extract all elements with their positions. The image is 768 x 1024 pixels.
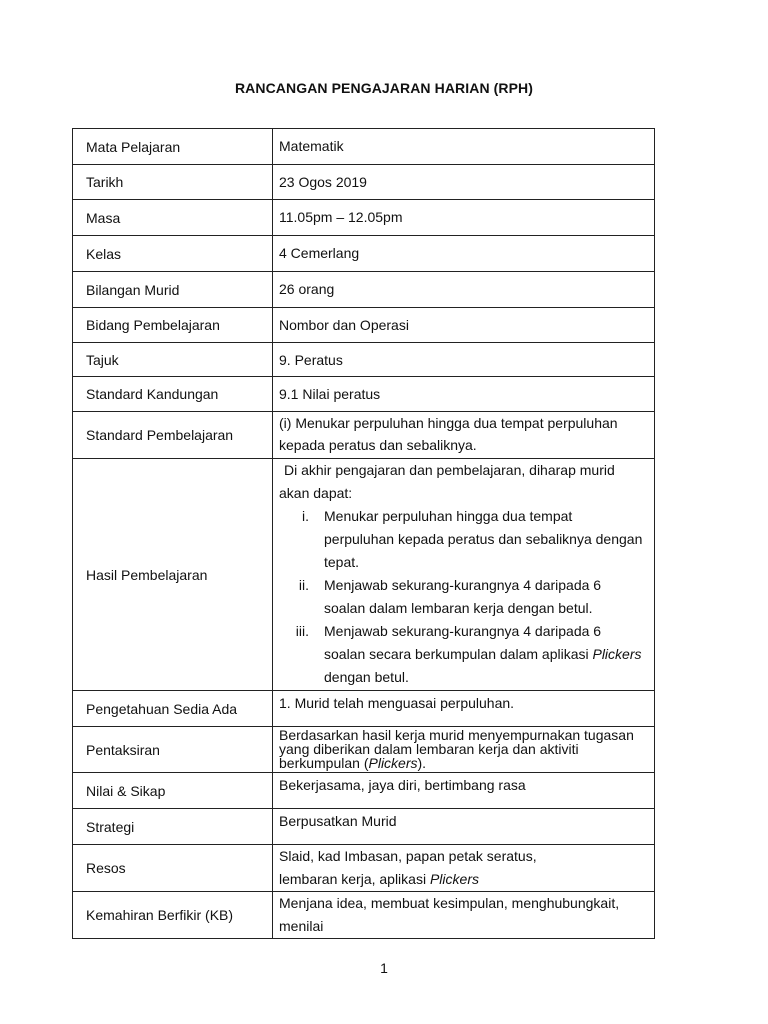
objectives-list — [279, 505, 654, 689]
row-label: Pengetahuan Sedia Ada — [73, 691, 273, 727]
value-line: (i) Menukar perpuluhan hingga dua tempat perpuluhan — [279, 415, 618, 431]
value-line: Slaid, kad Imbasan, papan petak seratus, — [279, 848, 537, 864]
item-line: Menjawab sekurang-kurangnya 4 daripada 6 — [324, 577, 602, 593]
row-value: Nombor dan Operasi — [273, 308, 655, 343]
row-label: Bilangan Murid — [73, 272, 273, 308]
plickers-text: Plickers — [429, 871, 479, 887]
row-value — [273, 892, 655, 939]
row-label: Hasil Pembelajaran — [73, 459, 273, 691]
row-value — [273, 845, 655, 892]
page-number: 1 — [380, 960, 388, 976]
row-label: Tarikh — [73, 165, 273, 200]
row-label: Mata Pelajaran — [73, 129, 273, 165]
row-label: Strategi — [73, 809, 273, 845]
item-text: soalan secara berkumpulan dalam aplikasi — [324, 646, 593, 662]
list-number: ii. — [298, 577, 309, 593]
row-value — [273, 727, 655, 773]
table-row — [73, 727, 655, 773]
value-line — [279, 868, 654, 891]
row-label: Masa — [73, 200, 273, 236]
row-label: Pentaksiran — [73, 727, 273, 773]
value-line: menilai — [279, 918, 324, 934]
table-row — [73, 343, 655, 377]
list-number: iii. — [295, 623, 309, 639]
row-value: 1. Murid telah menguasai perpuluhan. — [273, 691, 655, 727]
table-row — [73, 892, 655, 939]
row-value: Bekerjasama, jaya diri, bertimbang rasa — [273, 773, 655, 809]
value-line: yang diberikan dalam lembaran kerja dan aktiviti — [279, 741, 579, 757]
row-label: Standard Pembelajaran — [73, 412, 273, 459]
row-label: Standard Kandungan — [73, 377, 273, 412]
table-row — [73, 773, 655, 809]
table-row — [73, 236, 655, 272]
value-line — [279, 756, 654, 770]
table-row — [73, 459, 655, 691]
value-line: Berdasarkan hasil kerja murid menyempurnakan tugasan — [279, 727, 634, 743]
row-value — [273, 459, 655, 691]
plickers-text: Plickers — [368, 755, 418, 771]
item-line: Menukar perpuluhan hingga dua tempat — [324, 508, 573, 524]
item-line: tepat. — [324, 554, 360, 570]
row-value: 9.1 Nilai peratus — [273, 377, 655, 412]
list-number: i. — [302, 508, 309, 524]
table-row — [73, 308, 655, 343]
value-text: lembaran kerja, aplikasi — [279, 871, 430, 887]
list-item — [279, 505, 654, 574]
value-text: berkumpulan ( — [279, 755, 369, 771]
list-item — [279, 620, 654, 689]
row-label: Nilai & Sikap — [73, 773, 273, 809]
value-line: kepada peratus dan sebaliknya. — [279, 437, 477, 453]
item-line: dengan betul. — [324, 669, 409, 685]
row-label: Bidang Pembelajaran — [73, 308, 273, 343]
item-line: perpuluhan kepada peratus dan sebaliknya dengan — [324, 531, 643, 547]
rph-table — [72, 128, 655, 939]
row-label: Resos — [73, 845, 273, 892]
table-row — [73, 412, 655, 459]
item-line — [324, 643, 654, 666]
row-value: 11.05pm – 12.05pm — [273, 200, 655, 236]
value-text: ). — [417, 755, 427, 771]
value-line: Di akhir pengajaran dan pembelajaran, diharap murid — [284, 462, 615, 478]
document-title: RANCANGAN PENGAJARAN HARIAN (RPH) — [234, 80, 534, 96]
item-line: soalan dalam lembaran kerja dengan betul. — [324, 600, 593, 616]
row-value: 4 Cemerlang — [273, 236, 655, 272]
table-row — [73, 691, 655, 727]
plickers-text: Plickers — [592, 646, 642, 662]
table-row — [73, 272, 655, 308]
row-value — [273, 412, 655, 459]
table-row — [73, 845, 655, 892]
list-item — [279, 574, 654, 620]
row-label: Kemahiran Berfikir (KB) — [73, 892, 273, 939]
row-value: Berpusatkan Murid — [273, 809, 655, 845]
value-line: akan dapat: — [279, 485, 353, 501]
row-label: Kelas — [73, 236, 273, 272]
row-value: 23 Ogos 2019 — [273, 165, 655, 200]
row-label: Tajuk — [73, 343, 273, 377]
row-value: 9. Peratus — [273, 343, 655, 377]
row-value: 26 orang — [273, 272, 655, 308]
item-line: Menjawab sekurang-kurangnya 4 daripada 6 — [324, 623, 602, 639]
value-line: Menjana idea, membuat kesimpulan, menghubungkait, — [279, 895, 620, 911]
table-row — [73, 377, 655, 412]
table-row — [73, 129, 655, 165]
table-row — [73, 809, 655, 845]
table-row — [73, 165, 655, 200]
table-row — [73, 200, 655, 236]
row-value: Matematik — [273, 129, 655, 165]
